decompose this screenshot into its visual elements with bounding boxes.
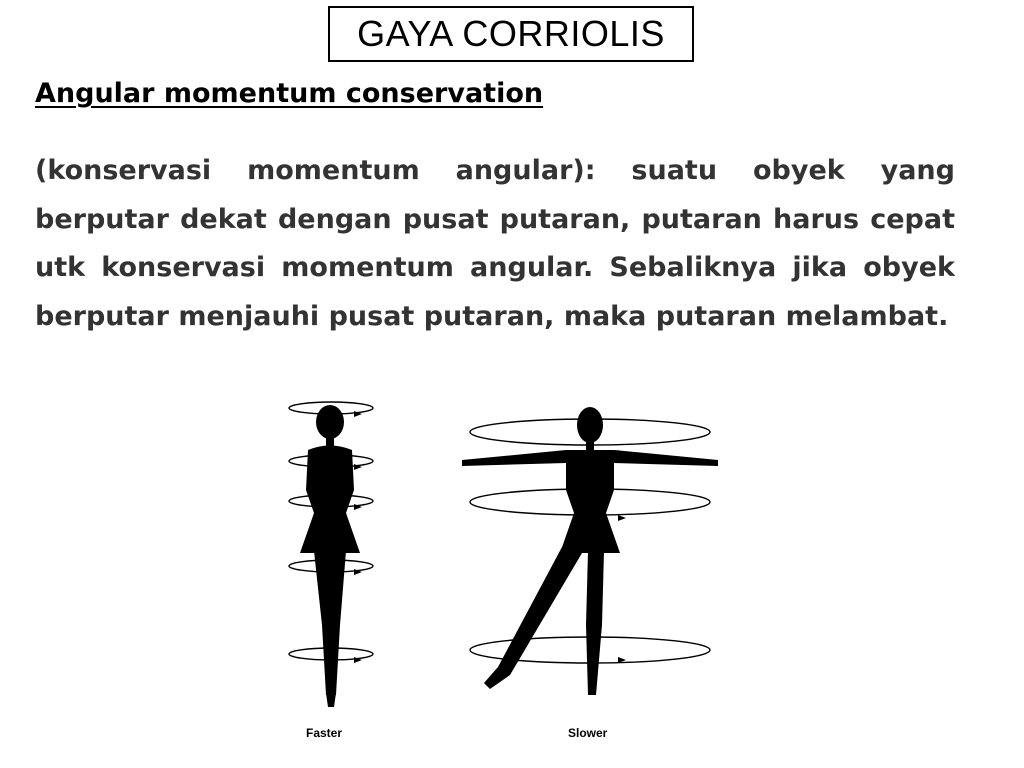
faster-caption: Faster [306,726,343,740]
slower-caption: Slower [568,726,608,740]
skater-illustration [270,395,740,755]
slower-skater [462,407,718,740]
slide-title: GAYA CORRIOLIS [328,6,694,62]
slide-body-text: (konservasi momentum angular): suatu obyek yang berputar dekat dengan pusat putaran, putaran harus cepat utk konservasi momentum angular. Sebaliknya jika obyek berputar menjauhi pusat putaran, maka putaran melambat. [35,155,955,332]
skater-figure-svg [270,395,740,755]
faster-skater [289,402,373,740]
slide-subtitle: Angular momentum conservation [35,78,544,109]
